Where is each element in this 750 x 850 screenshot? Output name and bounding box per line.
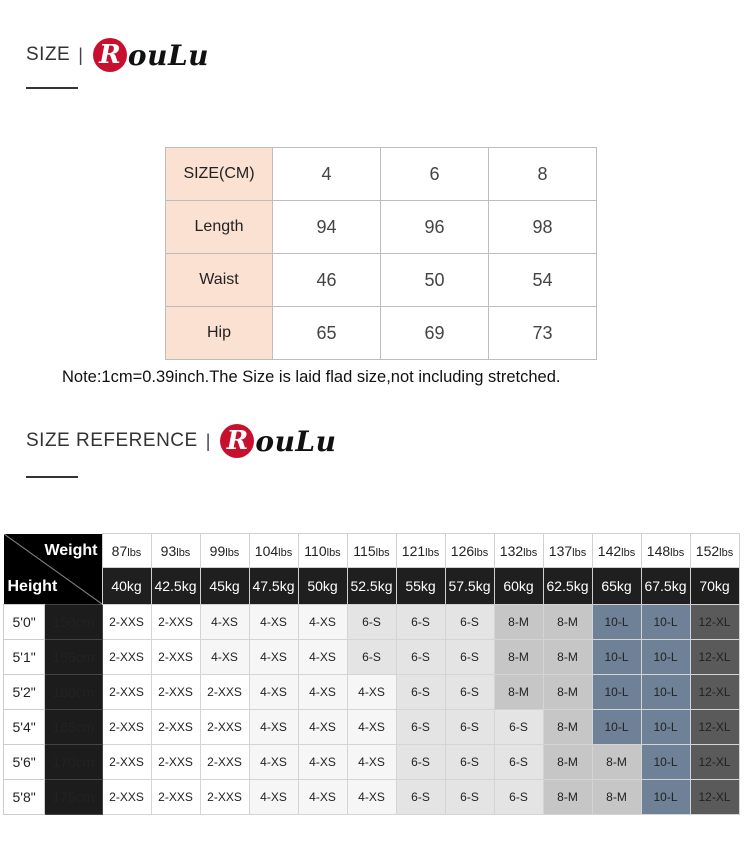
- size-recommendation-cell: 10-L: [592, 709, 641, 744]
- size-recommendation-cell: 6-S: [445, 709, 494, 744]
- size-cell: 69: [381, 307, 489, 360]
- size-table-row: [166, 148, 597, 201]
- size-heading: SIZE: [26, 44, 71, 65]
- size-recommendation-cell: 6-S: [494, 709, 543, 744]
- size-recommendation-cell: 10-L: [641, 779, 690, 814]
- size-recommendation-cell: 8-M: [543, 744, 592, 779]
- size-recommendation-cell: 10-L: [641, 744, 690, 779]
- size-recommendation-cell: 12-XL: [690, 604, 739, 639]
- height-cm: 175cm: [45, 779, 102, 814]
- height-row: [4, 744, 740, 779]
- size-recommendation-cell: 8-M: [592, 744, 641, 779]
- size-row-label: SIZE(CM): [166, 148, 273, 201]
- size-recommendation-cell: 2-XXS: [200, 674, 249, 709]
- size-recommendation-cell: 10-L: [592, 674, 641, 709]
- size-recommendation-cell: 4-XS: [249, 744, 298, 779]
- size-recommendation-cell: 2-XXS: [102, 639, 151, 674]
- height-feet: 5'6": [4, 744, 45, 779]
- size-recommendation-cell: 8-M: [592, 779, 641, 814]
- size-recommendation-cell: 12-XL: [690, 744, 739, 779]
- height-row: [4, 779, 740, 814]
- size-recommendation-cell: 4-XS: [347, 674, 396, 709]
- logo-initial: R: [220, 424, 254, 458]
- logo-text: ouLu: [255, 424, 337, 458]
- size-cell: 46: [273, 254, 381, 307]
- weight-kg-header: 42.5kg: [151, 568, 200, 604]
- chart-corner: [4, 534, 103, 605]
- size-recommendation-cell: 8-M: [543, 674, 592, 709]
- heading-separator: |: [78, 44, 83, 65]
- weight-kg-header: 70kg: [690, 568, 739, 604]
- size-recommendation-cell: 4-XS: [249, 779, 298, 814]
- weight-lbs-header: 99lbs: [200, 534, 249, 568]
- weight-kg-header: 47.5kg: [249, 568, 298, 604]
- size-recommendation-cell: 12-XL: [690, 779, 739, 814]
- height-row: [4, 709, 740, 744]
- size-recommendation-cell: 6-S: [445, 604, 494, 639]
- weight-kg-header: 45kg: [200, 568, 249, 604]
- size-recommendation-cell: 6-S: [396, 744, 445, 779]
- weight-kg-header: 57.5kg: [445, 568, 494, 604]
- size-cell: 4: [273, 148, 381, 201]
- size-recommendation-cell: 6-S: [396, 639, 445, 674]
- size-recommendation-cell: 4-XS: [298, 744, 347, 779]
- header-underline: [26, 476, 78, 478]
- size-recommendation-cell: 6-S: [445, 674, 494, 709]
- size-table-row: [166, 201, 597, 254]
- weight-lbs-header: 148lbs: [641, 534, 690, 568]
- weight-lbs-header: 152lbs: [690, 534, 739, 568]
- size-recommendation-cell: 4-XS: [298, 779, 347, 814]
- height-label: Height: [7, 577, 58, 595]
- size-recommendation-cell: 4-XS: [249, 639, 298, 674]
- height-row: [4, 639, 740, 674]
- header-underline: [26, 87, 78, 89]
- size-recommendation-cell: 4-XS: [249, 604, 298, 639]
- size-recommendation-cell: 2-XXS: [102, 744, 151, 779]
- weight-lbs-header: 137lbs: [543, 534, 592, 568]
- size-row-label: Length: [166, 201, 273, 254]
- height-cm: 150cm: [45, 604, 102, 639]
- size-table: [165, 147, 597, 360]
- size-recommendation-cell: 12-XL: [690, 709, 739, 744]
- size-recommendation-cell: 6-S: [396, 604, 445, 639]
- size-recommendation-cell: 2-XXS: [102, 709, 151, 744]
- size-recommendation-cell: 10-L: [592, 604, 641, 639]
- size-cell: 54: [489, 254, 597, 307]
- size-recommendation-cell: 8-M: [494, 604, 543, 639]
- size-recommendation-cell: 2-XXS: [151, 744, 200, 779]
- size-recommendation-cell: 10-L: [641, 604, 690, 639]
- weight-kg-header: 60kg: [494, 568, 543, 604]
- size-cell: 50: [381, 254, 489, 307]
- size-recommendation-cell: 2-XXS: [151, 639, 200, 674]
- size-recommendation-cell: 8-M: [494, 674, 543, 709]
- size-recommendation-cell: 8-M: [494, 639, 543, 674]
- size-cell: 6: [381, 148, 489, 201]
- size-cell: 96: [381, 201, 489, 254]
- size-recommendation-cell: 6-S: [445, 639, 494, 674]
- weight-lbs-header: 121lbs: [396, 534, 445, 568]
- height-cm: 160cm: [45, 674, 102, 709]
- size-recommendation-cell: 4-XS: [347, 779, 396, 814]
- size-table-row: [166, 307, 597, 360]
- size-cell: 73: [489, 307, 597, 360]
- size-recommendation-cell: 10-L: [592, 639, 641, 674]
- weight-kg-header: 62.5kg: [543, 568, 592, 604]
- size-recommendation-cell: 6-S: [396, 779, 445, 814]
- weight-kg-header: 55kg: [396, 568, 445, 604]
- size-reference-heading: SIZE REFERENCE: [26, 430, 198, 451]
- size-recommendation-cell: 6-S: [396, 709, 445, 744]
- height-cm: 165cm: [45, 709, 102, 744]
- size-recommendation-cell: 8-M: [543, 709, 592, 744]
- weight-label: Weight: [44, 541, 98, 559]
- size-recommendation-cell: 2-XXS: [200, 709, 249, 744]
- size-recommendation-cell: 10-L: [641, 674, 690, 709]
- size-recommendation-cell: 2-XXS: [200, 744, 249, 779]
- weight-kg-header: 65kg: [592, 568, 641, 604]
- size-section-header: [26, 38, 209, 72]
- size-recommendation-cell: 2-XXS: [151, 709, 200, 744]
- size-recommendation-cell: 4-XS: [298, 674, 347, 709]
- size-recommendation-cell: 6-S: [347, 604, 396, 639]
- height-row: [4, 674, 740, 709]
- size-recommendation-cell: 8-M: [543, 639, 592, 674]
- size-recommendation-cell: 8-M: [543, 779, 592, 814]
- height-feet: 5'4": [4, 709, 45, 744]
- size-recommendation-cell: 4-XS: [347, 744, 396, 779]
- height-cm: 155cm: [45, 639, 102, 674]
- size-reference-header: [26, 424, 336, 458]
- size-recommendation-cell: 12-XL: [690, 639, 739, 674]
- weight-kg-header: 67.5kg: [641, 568, 690, 604]
- size-recommendation-cell: 2-XXS: [151, 604, 200, 639]
- weight-lbs-header: 93lbs: [151, 534, 200, 568]
- size-recommendation-cell: 6-S: [347, 639, 396, 674]
- weight-lbs-header: 87lbs: [102, 534, 151, 568]
- size-recommendation-cell: 2-XXS: [200, 779, 249, 814]
- size-cell: 8: [489, 148, 597, 201]
- weight-lbs-header: 104lbs: [249, 534, 298, 568]
- roulu-logo: [93, 38, 209, 72]
- size-recommendation-cell: 6-S: [445, 744, 494, 779]
- size-recommendation-cell: 10-L: [641, 639, 690, 674]
- weight-kg-header: 40kg: [102, 568, 151, 604]
- logo-initial: R: [93, 38, 127, 72]
- size-recommendation-cell: 10-L: [641, 709, 690, 744]
- height-feet: 5'1": [4, 639, 45, 674]
- size-recommendation-cell: 6-S: [494, 744, 543, 779]
- size-recommendation-cell: 4-XS: [298, 639, 347, 674]
- size-table-row: [166, 254, 597, 307]
- size-cell: 65: [273, 307, 381, 360]
- weight-kg-header: 52.5kg: [347, 568, 396, 604]
- size-cell: 98: [489, 201, 597, 254]
- size-recommendation-cell: 8-M: [543, 604, 592, 639]
- size-recommendation-cell: 4-XS: [347, 709, 396, 744]
- size-recommendation-cell: 2-XXS: [102, 604, 151, 639]
- size-note: Note:1cm=0.39inch.The Size is laid flad size,not including stretched.: [62, 368, 561, 386]
- heading-separator: |: [205, 430, 211, 451]
- size-recommendation-cell: 4-XS: [200, 639, 249, 674]
- size-recommendation-cell: 4-XS: [249, 709, 298, 744]
- size-recommendation-cell: 6-S: [494, 779, 543, 814]
- weight-lbs-header: 115lbs: [347, 534, 396, 568]
- size-recommendation-cell: 6-S: [396, 674, 445, 709]
- height-feet: 5'2": [4, 674, 45, 709]
- size-reference-chart: [3, 533, 740, 815]
- height-cm: 170cm: [45, 744, 102, 779]
- height-feet: 5'0": [4, 604, 45, 639]
- size-recommendation-cell: 4-XS: [298, 709, 347, 744]
- weight-kg-header: 50kg: [298, 568, 347, 604]
- weight-lbs-header: 132lbs: [494, 534, 543, 568]
- roulu-logo: [220, 424, 336, 458]
- size-row-label: Waist: [166, 254, 273, 307]
- size-cell: 94: [273, 201, 381, 254]
- logo-text: ouLu: [127, 38, 209, 72]
- size-recommendation-cell: 4-XS: [200, 604, 249, 639]
- size-recommendation-cell: 2-XXS: [151, 674, 200, 709]
- weight-lbs-header: 110lbs: [298, 534, 347, 568]
- height-feet: 5'8": [4, 779, 45, 814]
- size-recommendation-cell: 4-XS: [298, 604, 347, 639]
- size-recommendation-cell: 6-S: [445, 779, 494, 814]
- size-row-label: Hip: [166, 307, 273, 360]
- size-recommendation-cell: 2-XXS: [102, 779, 151, 814]
- size-recommendation-cell: 4-XS: [249, 674, 298, 709]
- size-recommendation-cell: 2-XXS: [102, 674, 151, 709]
- height-row: [4, 604, 740, 639]
- weight-lbs-header: 142lbs: [592, 534, 641, 568]
- size-reference-table: [3, 533, 740, 815]
- weight-lbs-header: 126lbs: [445, 534, 494, 568]
- size-recommendation-cell: 12-XL: [690, 674, 739, 709]
- size-recommendation-cell: 2-XXS: [151, 779, 200, 814]
